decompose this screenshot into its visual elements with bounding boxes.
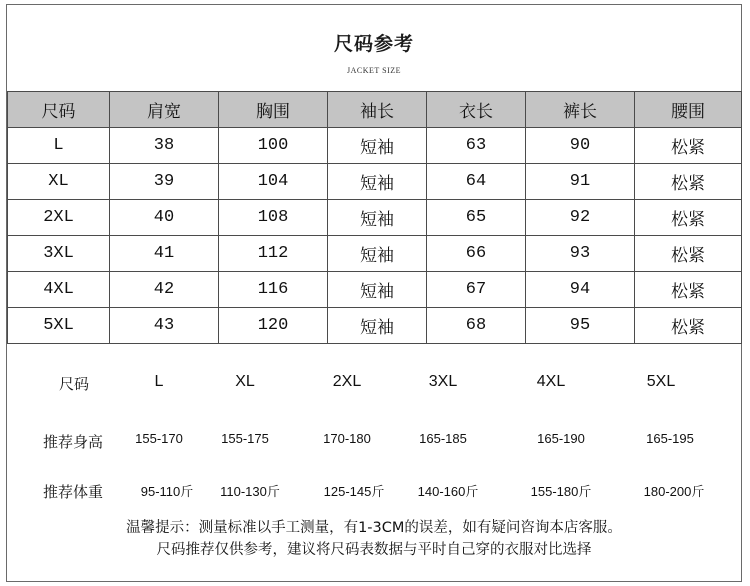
table-cell: 104	[219, 164, 328, 200]
table-cell: 66	[427, 236, 526, 272]
height-value: 155-175	[221, 431, 269, 446]
table-cell: 41	[110, 236, 219, 272]
height-row-label: 推荐身高	[43, 433, 104, 451]
table-cell: 100	[219, 128, 328, 164]
table-cell: 63	[427, 128, 526, 164]
table-cell: 93	[526, 236, 635, 272]
table-cell: 67	[427, 272, 526, 308]
page-title: 尺码参考	[333, 33, 414, 55]
size-chart	[6, 4, 742, 582]
table-row	[8, 164, 742, 200]
weight-value: 110-130斤	[220, 484, 280, 499]
weight-value: 125-145斤	[323, 484, 385, 499]
column-header-top-length: 衣长	[427, 92, 526, 128]
table-cell: 短袖	[328, 272, 427, 308]
recommendation-weight-row	[7, 481, 741, 505]
table-cell: 68	[427, 308, 526, 344]
table-cell: 39	[110, 164, 219, 200]
table-cell: 松紧	[635, 200, 742, 236]
table-cell: 43	[110, 308, 219, 344]
column-header-waist: 腰围	[635, 92, 742, 128]
height-value: 165-190	[537, 431, 585, 446]
table-cell: 108	[219, 200, 328, 236]
column-header-chest: 胸围	[219, 92, 328, 128]
table-cell: 4XL	[8, 272, 110, 308]
size-value: 5XL	[646, 373, 676, 390]
note-line-2: 尺码推荐仅供参考，建议将尺码表数据与平时自己穿的衣服对比选择	[156, 542, 592, 558]
height-value: 165-185	[419, 431, 467, 446]
page-subtitle: JACKET SIZE	[346, 66, 402, 75]
table-cell: 短袖	[328, 308, 427, 344]
weight-row-label: 推荐体重	[43, 483, 104, 501]
recommendation-height-row	[7, 431, 741, 455]
size-value: 4XL	[536, 373, 566, 390]
weight-value: 155-180斤	[530, 484, 592, 499]
table-cell: 松紧	[635, 308, 742, 344]
weight-value: 95-110斤	[140, 484, 194, 499]
height-value: 165-195	[646, 431, 694, 446]
table-cell: 64	[427, 164, 526, 200]
recommendation-size-row	[7, 373, 741, 397]
notes	[7, 517, 741, 561]
size-table	[7, 91, 742, 344]
column-header-size: 尺码	[8, 92, 110, 128]
table-cell: 40	[110, 200, 219, 236]
table-cell: L	[8, 128, 110, 164]
table-cell: 91	[526, 164, 635, 200]
table-cell: 5XL	[8, 308, 110, 344]
table-cell: 90	[526, 128, 635, 164]
table-cell: 38	[110, 128, 219, 164]
table-cell: 短袖	[328, 236, 427, 272]
size-value: 2XL	[332, 373, 362, 390]
table-cell: 3XL	[8, 236, 110, 272]
table-cell: 112	[219, 236, 328, 272]
table-cell: 短袖	[328, 164, 427, 200]
table-cell: 松紧	[635, 236, 742, 272]
table-cell: 2XL	[8, 200, 110, 236]
column-header-pants-length: 裤长	[526, 92, 635, 128]
table-row	[8, 272, 742, 308]
table-row	[8, 236, 742, 272]
weight-value: 180-200斤	[643, 484, 705, 499]
table-cell: 92	[526, 200, 635, 236]
size-row-label: 尺码	[59, 375, 90, 393]
height-value: 155-170	[135, 431, 183, 446]
table-cell: XL	[8, 164, 110, 200]
table-header-row	[8, 92, 742, 128]
height-value: 170-180	[323, 431, 371, 446]
note-line-1: 温馨提示：测量标准以手工测量，有1-3CM的误差，如有疑问咨询本店客服。	[126, 520, 622, 536]
table-cell: 松紧	[635, 272, 742, 308]
table-cell: 松紧	[635, 164, 742, 200]
table-cell: 42	[110, 272, 219, 308]
table-cell: 116	[219, 272, 328, 308]
table-row	[8, 128, 742, 164]
table-row	[8, 308, 742, 344]
size-value: L	[154, 373, 164, 390]
table-cell: 95	[526, 308, 635, 344]
title-block	[7, 29, 741, 75]
table-cell: 短袖	[328, 128, 427, 164]
column-header-sleeve: 袖长	[328, 92, 427, 128]
table-cell: 120	[219, 308, 328, 344]
size-value: 3XL	[428, 373, 458, 390]
column-header-shoulder: 肩宽	[110, 92, 219, 128]
table-row	[8, 200, 742, 236]
weight-value: 140-160斤	[417, 484, 479, 499]
size-value: XL	[235, 373, 255, 390]
table-cell: 短袖	[328, 200, 427, 236]
table-cell: 65	[427, 200, 526, 236]
table-cell: 松紧	[635, 128, 742, 164]
table-cell: 94	[526, 272, 635, 308]
